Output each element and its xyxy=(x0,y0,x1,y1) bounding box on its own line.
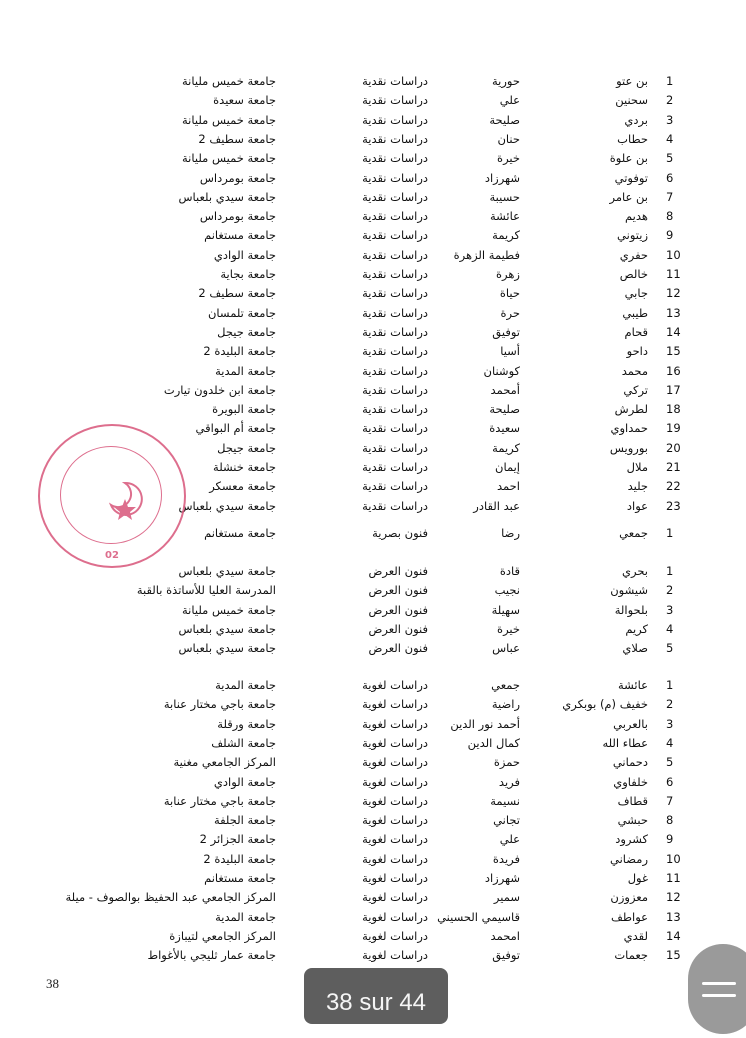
specialty: دراسات نقدية xyxy=(362,247,428,262)
institution: جامعة الشلف xyxy=(211,735,276,750)
institution: جامعة سيدي بلعباس xyxy=(178,564,276,578)
institution: جامعة مستغانم xyxy=(204,871,276,885)
table-row xyxy=(0,753,746,772)
table-row xyxy=(0,888,746,907)
first-name: احمد xyxy=(497,479,520,494)
first-name: أسيا xyxy=(500,344,520,359)
row-number: 12 xyxy=(666,286,681,301)
specialty: دراسات نقدية xyxy=(362,479,428,494)
row-number: 8 xyxy=(666,813,674,828)
specialty: دراسات نقدية xyxy=(362,228,428,243)
last-name: بالعربي xyxy=(613,716,648,731)
last-name: بن عتو xyxy=(616,74,648,88)
specialty: دراسات نقدية xyxy=(362,344,428,359)
table-row xyxy=(0,188,746,207)
institution: المركز الجامعي مغنية xyxy=(173,755,276,770)
table-row xyxy=(0,639,746,658)
institution: جامعة البليدة 2 xyxy=(203,344,276,359)
first-name: جمعي xyxy=(491,678,520,692)
table-row xyxy=(0,304,746,323)
row-number: 11 xyxy=(666,267,681,281)
institution: جامعة خميس مليانة xyxy=(182,74,276,88)
last-name: قحام xyxy=(624,324,648,339)
menu-bar xyxy=(702,994,736,997)
table-row xyxy=(0,226,746,245)
row-number: 15 xyxy=(666,344,681,359)
row-number: 5 xyxy=(666,641,674,656)
last-name: حطاب xyxy=(617,131,648,146)
table-row xyxy=(0,869,746,888)
table-row xyxy=(0,830,746,849)
institution: جامعة المدية xyxy=(215,909,276,924)
table-row xyxy=(0,581,746,600)
institution: جامعة أم البواقي xyxy=(195,421,276,436)
first-name: امحمد xyxy=(490,928,520,943)
row-number: 7 xyxy=(666,189,674,204)
table-row xyxy=(0,207,746,226)
row-number: 9 xyxy=(666,832,674,847)
first-name: كريمة xyxy=(492,440,520,455)
institution: جامعة المدية xyxy=(215,678,276,692)
first-name: عبد القادر xyxy=(473,498,520,513)
last-name: كشرود xyxy=(615,832,648,847)
page-number: 38 xyxy=(46,976,59,991)
first-name: رضا xyxy=(501,526,520,540)
specialty: دراسات نقدية xyxy=(362,74,428,88)
row-number: 17 xyxy=(666,382,681,397)
table-row xyxy=(0,284,746,303)
specialty: دراسات نقدية xyxy=(362,440,428,455)
last-name: طيبي xyxy=(622,305,648,320)
last-name: بحري xyxy=(622,564,648,578)
institution: جامعة الجزائر 2 xyxy=(199,832,276,847)
table-row xyxy=(0,265,746,284)
last-name: جمعي xyxy=(619,526,648,540)
last-name: عائشة xyxy=(618,678,648,692)
last-name: حمداوي xyxy=(610,421,648,436)
specialty: دراسات لغوية xyxy=(362,890,428,905)
row-number: 18 xyxy=(666,402,681,417)
institution: جامعة باجي مختار عنابة xyxy=(163,793,276,808)
row-number: 2 xyxy=(666,583,674,598)
institution: جامعة سيدي بلعباس xyxy=(178,641,276,656)
specialty: دراسات لغوية xyxy=(362,735,428,750)
last-name: معزوزن xyxy=(610,890,648,905)
first-name: شهرزاد xyxy=(484,871,520,885)
last-name: عواد xyxy=(626,498,648,513)
official-stamp xyxy=(38,424,186,568)
table-row xyxy=(0,381,746,400)
table-row xyxy=(0,946,746,965)
institution: جامعة باجي مختار عنابة xyxy=(163,697,276,712)
last-name: عواطف xyxy=(610,909,648,924)
first-name: راضية xyxy=(491,697,520,712)
first-name: عباس xyxy=(492,641,520,656)
first-name: سعيدة xyxy=(489,421,520,436)
first-name: حمزة xyxy=(493,755,520,770)
first-name: حنان xyxy=(497,131,520,146)
institution: المدرسة العليا للأساتذة بالقبة xyxy=(136,583,276,598)
specialty: دراسات لغوية xyxy=(362,678,428,692)
last-name: جليد xyxy=(627,479,648,494)
specialty: دراسات نقدية xyxy=(362,402,428,417)
specialty: فنون العرض xyxy=(368,564,428,578)
institution: المركز الجامعي عبد الحفيظ بوالصوف - ميلة xyxy=(65,890,276,905)
row-number: 8 xyxy=(666,209,674,224)
first-name: حورية xyxy=(492,74,520,88)
row-number: 11 xyxy=(666,871,681,885)
institution: جامعة الوادي xyxy=(213,247,276,262)
first-name: صليحة xyxy=(489,402,520,417)
stamp-emblem xyxy=(60,446,162,544)
specialty: دراسات لغوية xyxy=(362,909,428,924)
specialty: دراسات نقدية xyxy=(362,324,428,339)
specialty: دراسات نقدية xyxy=(362,286,428,301)
last-name: زيتوني xyxy=(617,228,648,243)
institution: جامعة عمار ثليجي بالأغواط xyxy=(147,948,276,963)
row-number: 12 xyxy=(666,890,681,905)
institution: جامعة خميس مليانة xyxy=(182,151,276,166)
institution: جامعة بومرداس xyxy=(199,209,276,224)
specialty: فنون العرض xyxy=(368,641,428,656)
first-name: سمير xyxy=(493,890,520,905)
table-row xyxy=(0,773,746,792)
first-name: فريد xyxy=(498,774,520,789)
specialty: دراسات نقدية xyxy=(362,112,428,127)
table-row xyxy=(0,850,746,869)
last-name: قطاف xyxy=(617,793,648,808)
table-row xyxy=(0,362,746,381)
specialty: دراسات لغوية xyxy=(362,813,428,828)
institution: جامعة البويرة xyxy=(212,402,276,417)
institution: جامعة سطيف 2 xyxy=(198,286,276,301)
institution: جامعة معسكر xyxy=(209,479,276,494)
institution: المركز الجامعي لتيبازة xyxy=(169,928,276,943)
menu-bar xyxy=(702,982,736,985)
institution: جامعة سعيدة xyxy=(213,93,276,108)
specialty: دراسات نقدية xyxy=(362,460,428,474)
row-number: 1 xyxy=(666,74,674,88)
row-number: 2 xyxy=(666,697,674,712)
row-number: 20 xyxy=(666,440,681,455)
specialty: فنون العرض xyxy=(368,583,428,598)
table-row xyxy=(0,792,746,811)
first-name: علي xyxy=(499,832,520,847)
specialty: دراسات نقدية xyxy=(362,131,428,146)
institution: جامعة البليدة 2 xyxy=(203,851,276,866)
first-name: أحمد نور الدين xyxy=(450,716,520,731)
institution: جامعة سطيف 2 xyxy=(198,131,276,146)
first-name: صليحة xyxy=(489,112,520,127)
row-number: 9 xyxy=(666,228,674,243)
row-number: 1 xyxy=(666,564,674,578)
first-name: علي xyxy=(499,93,520,108)
specialty: فنون العرض xyxy=(368,621,428,636)
row-number: 4 xyxy=(666,131,674,146)
institution: جامعة الوادي xyxy=(213,774,276,789)
table-row xyxy=(0,676,746,695)
last-name: بن علوة xyxy=(609,151,648,166)
institution: جامعة سيدي بلعباس xyxy=(178,621,276,636)
first-name: إيمان xyxy=(495,460,520,474)
last-name: بردي xyxy=(624,112,648,127)
table-row xyxy=(0,601,746,620)
specialty: دراسات نقدية xyxy=(362,170,428,185)
last-name: حبشي xyxy=(617,813,648,828)
institution: جامعة خنشلة xyxy=(213,460,276,474)
first-name: عائشة xyxy=(490,209,520,224)
last-name: داحو xyxy=(626,344,648,359)
institution: جامعة المدية xyxy=(215,363,276,378)
institution: جامعة ورقلة xyxy=(217,716,276,731)
specialty: دراسات لغوية xyxy=(362,697,428,712)
row-number: 13 xyxy=(666,305,681,320)
last-name: كريم xyxy=(625,621,648,636)
first-name: حياة xyxy=(499,286,520,301)
row-number: 6 xyxy=(666,774,674,789)
stamp-number: 02 xyxy=(105,550,119,561)
last-name: توفوتي xyxy=(614,170,648,185)
specialty: دراسات نقدية xyxy=(362,305,428,320)
row-number: 14 xyxy=(666,324,681,339)
last-name: شيشون xyxy=(610,583,648,598)
first-name: كوشنان xyxy=(483,363,520,378)
institution: جامعة تلمسان xyxy=(207,305,276,320)
table-row xyxy=(0,111,746,130)
specialty: دراسات لغوية xyxy=(362,793,428,808)
institution: جامعة خميس مليانة xyxy=(182,112,276,127)
table-row xyxy=(0,695,746,714)
specialty: دراسات لغوية xyxy=(362,851,428,866)
specialty: دراسات لغوية xyxy=(362,871,428,885)
first-name: حرة xyxy=(500,305,520,320)
first-name: شهرزاد xyxy=(484,170,520,185)
table-row xyxy=(0,169,746,188)
specialty: فنون العرض xyxy=(368,602,428,617)
last-name: جابي xyxy=(624,286,648,301)
last-name: دحماني xyxy=(612,755,648,770)
first-name: خيرة xyxy=(497,151,520,166)
table-row xyxy=(0,400,746,419)
row-number: 6 xyxy=(666,170,674,185)
institution: جامعة ابن خلدون تيارت xyxy=(163,382,276,397)
last-name: بورويس xyxy=(609,440,648,455)
row-number: 13 xyxy=(666,909,681,924)
table-row xyxy=(0,91,746,110)
row-number: 3 xyxy=(666,716,674,731)
last-name: عطاء الله xyxy=(602,735,648,750)
table-row xyxy=(0,620,746,639)
row-number: 10 xyxy=(666,851,681,866)
table-row xyxy=(0,715,746,734)
first-name: كمال الدين xyxy=(467,735,520,750)
last-name: خلفاوي xyxy=(613,774,648,789)
table-row xyxy=(0,811,746,830)
table-row xyxy=(0,927,746,946)
specialty: دراسات نقدية xyxy=(362,189,428,204)
specialty: دراسات نقدية xyxy=(362,382,428,397)
row-number: 4 xyxy=(666,735,674,750)
institution: جامعة جيجل xyxy=(217,324,276,339)
specialty: دراسات نقدية xyxy=(362,363,428,378)
row-number: 3 xyxy=(666,602,674,617)
first-name: نسيمة xyxy=(490,793,520,808)
institution: جامعة سيدي بلعباس xyxy=(178,498,276,513)
institution: جامعة بجاية xyxy=(220,267,276,281)
first-name: نجيب xyxy=(494,583,520,598)
last-name: جعمات xyxy=(614,948,648,963)
row-number: 19 xyxy=(666,421,681,436)
first-name: قادة xyxy=(499,564,520,578)
row-number: 14 xyxy=(666,928,681,943)
last-name: حفري xyxy=(619,247,648,262)
row-number: 22 xyxy=(666,479,681,494)
first-name: أمحمد xyxy=(490,382,520,397)
specialty: دراسات لغوية xyxy=(362,928,428,943)
row-number: 5 xyxy=(666,151,674,166)
specialty: فنون بصرية xyxy=(372,526,428,540)
first-name: توفيق xyxy=(492,324,520,339)
last-name: هديم xyxy=(625,209,648,224)
first-name: خيرة xyxy=(497,621,520,636)
row-number: 15 xyxy=(666,948,681,963)
table-row xyxy=(0,72,746,91)
specialty: دراسات نقدية xyxy=(362,151,428,166)
institution: جامعة بومرداس xyxy=(199,170,276,185)
first-name: زهرة xyxy=(496,267,520,281)
row-number: 3 xyxy=(666,112,674,127)
row-number: 21 xyxy=(666,460,681,474)
specialty: دراسات نقدية xyxy=(362,498,428,513)
institution: جامعة مستغانم xyxy=(204,526,276,540)
row-number: 4 xyxy=(666,621,674,636)
table-row xyxy=(0,246,746,265)
last-name: خالص xyxy=(619,267,648,281)
row-number: 23 xyxy=(666,498,681,513)
institution: جامعة مستغانم xyxy=(204,228,276,243)
first-name: قاسيمي الحسيني xyxy=(437,909,520,924)
specialty: دراسات نقدية xyxy=(362,93,428,108)
first-name: فريدة xyxy=(492,851,520,866)
institution: جامعة خميس مليانة xyxy=(182,602,276,617)
table-row xyxy=(0,130,746,149)
table-row xyxy=(0,149,746,168)
page-indicator[interactable]: 38 sur 44 xyxy=(304,968,448,1024)
row-number: 7 xyxy=(666,793,674,808)
last-name: خفيف (م) بوبكري xyxy=(562,697,648,712)
first-name: فطيمة الزهرة xyxy=(453,247,520,262)
last-name: غول xyxy=(627,871,648,885)
last-name: رمضاني xyxy=(610,851,648,866)
row-number: 10 xyxy=(666,247,681,262)
first-name: حسيبة xyxy=(489,189,520,204)
institution: جامعة الجلفة xyxy=(213,813,276,828)
first-name: سهيلة xyxy=(491,602,520,617)
row-number: 1 xyxy=(666,678,674,692)
last-name: لطرش xyxy=(614,402,648,417)
specialty: دراسات نقدية xyxy=(362,421,428,436)
last-name: تركي xyxy=(623,382,648,397)
row-number: 1 xyxy=(666,526,674,540)
row-number: 16 xyxy=(666,363,681,378)
specialty: دراسات لغوية xyxy=(362,774,428,789)
last-name: بن عامر xyxy=(609,189,648,204)
specialty: دراسات نقدية xyxy=(362,267,428,281)
last-name: محمد xyxy=(621,363,648,378)
last-name: بلحوالة xyxy=(614,602,648,617)
first-name: تجاني xyxy=(493,813,520,828)
specialty: دراسات نقدية xyxy=(362,209,428,224)
row-number: 2 xyxy=(666,93,674,108)
stamp-crescent-star-icon xyxy=(61,447,161,543)
table-row xyxy=(0,908,746,927)
specialty: دراسات لغوية xyxy=(362,716,428,731)
last-name: سحنين xyxy=(615,93,648,108)
specialty: دراسات لغوية xyxy=(362,755,428,770)
specialty: دراسات لغوية xyxy=(362,832,428,847)
institution: جامعة جيجل xyxy=(217,440,276,455)
table-row xyxy=(0,734,746,753)
row-number: 5 xyxy=(666,755,674,770)
table-row xyxy=(0,323,746,342)
last-name: لقدي xyxy=(623,928,648,943)
first-name: توفيق xyxy=(492,948,520,963)
hamburger-menu-icon[interactable] xyxy=(688,944,746,1034)
specialty: دراسات لغوية xyxy=(362,948,428,963)
institution: جامعة سيدي بلعباس xyxy=(178,189,276,204)
last-name: ملال xyxy=(626,460,648,474)
first-name: كريمة xyxy=(492,228,520,243)
table-row xyxy=(0,342,746,361)
last-name: صلاي xyxy=(622,641,648,656)
